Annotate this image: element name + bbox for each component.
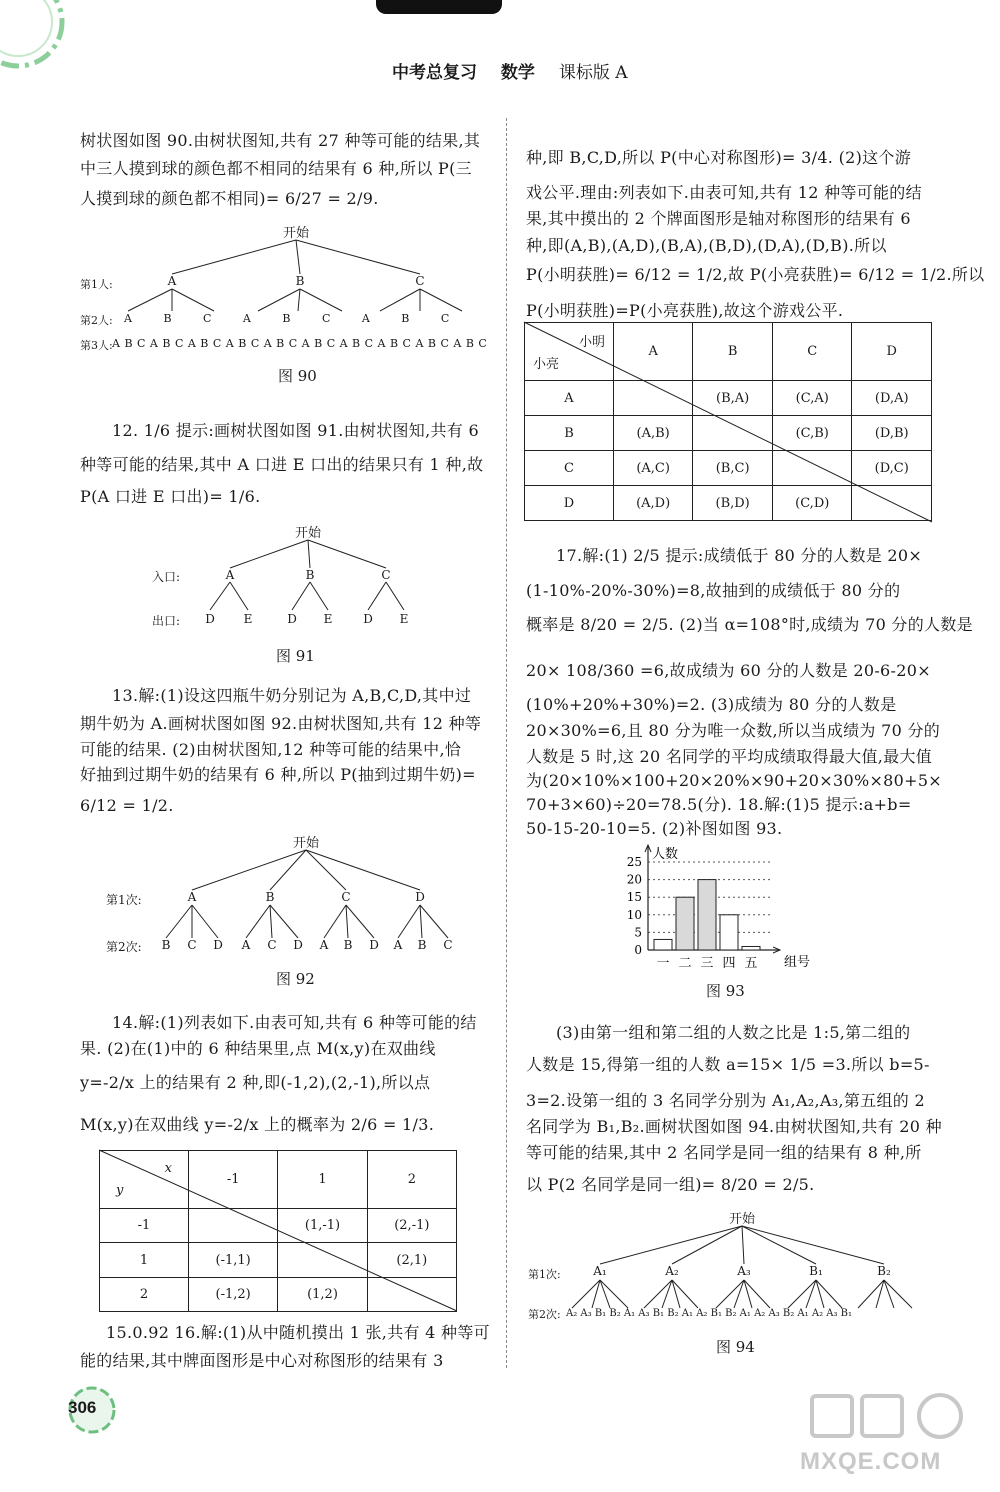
tree-root: 开始 [728,1212,756,1227]
table-cell: (C,D) [772,486,852,521]
text-line: P(小明获胜)=P(小亮获胜),故这个游戏公平. [526,301,844,320]
tree-root: 开始 [292,836,320,851]
row-label: 第1次: [106,893,142,907]
tree-root: 开始 [294,526,322,541]
x-tick-label: 三 [700,956,714,971]
row-label: 第2人: [80,314,113,327]
tree-level2: A B C A B C A B C [124,312,450,325]
header-subject: 数学 [500,63,535,83]
tree-node: C [381,568,391,582]
row-header: D [525,486,614,521]
text-line: P(A 口进 E 口出)= 1/6. [80,487,261,506]
table-header: B [693,323,773,381]
text-line: 种等可能的结果,其中 A 口进 E 口出的结果只有 1 种,故 [80,455,484,474]
header-title: 中考总复习 [392,63,477,83]
tree-level3: A B C A B C A B C A B C A B C A B C A B C A B C A B C A B C [112,337,487,350]
row-label: 第2次: [106,940,142,954]
row-header: B [525,416,614,451]
y-tick-label: 20 [626,872,642,887]
page-number: 306 [68,1398,97,1417]
text-line: 种,即(A,B),(A,D),(B,A),(B,D),(D,A),(D,B).所以 [526,236,887,255]
figure-caption: 图 92 [276,970,315,988]
text-line: 果. (2)在(1)中的 6 种结果里,点 M(x,y)在双曲线 [80,1039,436,1058]
table-cell: (D,C) [852,451,932,486]
text-line: 15.0.92 16.解:(1)从中随机摸出 1 张,共有 4 种等可 [106,1323,490,1342]
text-line: 13.解:(1)设这四瓶牛奶分别记为 A,B,C,D,其中过 [112,686,472,705]
watermark-logo [790,1390,990,1450]
table-cell: (C,A) [772,381,852,416]
table-cell: (D,B) [852,416,932,451]
tree-node: D [369,938,379,952]
table-cell: (1,-1) [278,1209,367,1243]
corner-label-bottom: y [116,1183,124,1198]
tree-node: A₁ [593,1264,607,1278]
table-cell: (B,D) [693,486,773,521]
text-line: 人数是 15,得第一组的人数 a=15× 1/5 =3.所以 b=5- [526,1055,930,1074]
tree-node: A [187,890,197,904]
y-tick-label: 15 [626,890,642,905]
tree-node: D [213,938,223,952]
row-header: 2 [100,1278,189,1312]
row-header: A [525,381,614,416]
text-line: 人数是 5 时,这 20 名同学的平均成绩取得最大值,最大值 [526,747,933,766]
y-tick-label: 5 [634,925,642,940]
row-header: C [525,451,614,486]
text-line: (10%+20%+30%)=2. (3)成绩为 80 分的人数是 [526,695,897,714]
tree-node: B [417,938,427,952]
text-line: 14.解:(1)列表如下.由表可知,共有 6 种等可能的结 [112,1013,477,1032]
tree-node: B₁ [809,1264,823,1278]
tree-root: 开始 [282,226,310,241]
row-label: 第3人: [80,339,113,352]
tree-node: E [243,612,253,626]
table-cell: (2,1) [367,1243,456,1278]
text-line: 能的结果,其中牌面图形是中心对称图形的结果有 3 [80,1351,444,1370]
table-cell: (B,A) [693,381,773,416]
text-line: 20× 108/360 =6,故成绩为 60 分的人数是 20-6-20× [526,661,931,680]
table-cell: (A,C) [614,451,693,486]
row-label: 第2次: [528,1308,561,1321]
text-line: 概率是 8/20 = 2/5. (2)当 α=108°时,成绩为 70 分的人数是 [526,615,973,634]
table-cell: (D,A) [852,381,932,416]
text-line: 3=2.设第一组的 3 名同学分别为 A₁,A₂,A₃,第五组的 2 [526,1091,925,1110]
text-line: 为(20×10%×100+20×20%×90+20×30%×80+5× [526,771,943,790]
tree-node: C [341,890,351,904]
x-tick-label: 二 [678,956,692,971]
text-line: M(x,y)在双曲线 y=-2/x 上的概率为 2/6 = 1/3. [80,1115,435,1134]
table-header: C [772,323,852,381]
tree-node: E [399,612,409,626]
text-line: 戏公平.理由:列表如下.由表可知,共有 12 种等可能的结 [526,183,922,202]
tree-node: D [287,612,297,626]
table-cell: (B,C) [693,451,773,486]
tree-node: D [363,612,373,626]
tree-node: D [205,612,215,626]
table-cell: (A,D) [614,486,693,521]
row-label: 入口: [152,570,181,584]
figure-caption: 图 90 [278,367,317,385]
text-line: 17.解:(1) 2/5 提示:成绩低于 80 分的人数是 20× [556,546,923,565]
tree-node: A₂ [665,1264,679,1278]
tree-node: A [167,274,177,288]
text-line: 中三人摸到球的颜色都不相同的结果有 6 种,所以 P(三 [80,159,472,178]
corner-label-top: x [164,1161,172,1176]
watermark [790,1390,990,1480]
text-line: 可能的结果. (2)由树状图知,12 种等可能的结果中,恰 [80,740,462,759]
row-label: 第1次: [528,1268,561,1281]
x-tick-label: 五 [744,956,758,971]
tree-node: B [305,568,315,582]
tree-node: A₃ [737,1264,751,1278]
text-line: 人摸到球的颜色都不相同)= 6/27 = 2/9. [80,189,379,208]
tree-node: B [343,938,353,952]
table-cell: (2,-1) [367,1209,456,1243]
tree-node: D [293,938,303,952]
text-line: 果,其中摸出的 2 个牌面图形是轴对称图形的结果有 6 [526,209,911,228]
row-header: 1 [100,1243,189,1278]
text-line: 种,即 B,C,D,所以 P(中心对称图形)= 3/4. (2)这个游 [526,148,912,167]
tree-node: C [187,938,197,952]
tree-node: B [161,938,171,952]
table-header: D [852,323,932,381]
table-header: A [614,323,693,381]
text-line: (1-10%-20%-30%)=8,故抽到的成绩低于 80 分的 [526,581,901,600]
table-cell: (-1,1) [189,1243,278,1278]
tree-node: C [443,938,453,952]
tree-node: B₂ [877,1264,891,1278]
y-tick-label: 0 [634,943,642,957]
watermark-text: MXQE.COM [800,1448,942,1475]
tree-node: E [323,612,333,626]
row-header: -1 [100,1209,189,1243]
text-line: (3)由第一组和第二组的人数之比是 1:5,第二组的 [556,1023,911,1042]
text-line: P(小明获胜)= 6/12 = 1/2,故 P(小亮获胜)= 6/12 = 1/2.所以 [526,265,985,284]
text-line: 以 P(2 名同学是同一组)= 8/20 = 2/5. [526,1175,815,1194]
table-header: 1 [278,1151,367,1209]
y-tick-label: 10 [626,907,642,922]
x-tick-label: 四 [722,956,736,971]
table-cell: (-1,2) [189,1278,278,1312]
row-label: 出口: [152,614,181,628]
tree-node: A [319,938,329,952]
text-line: 好抽到过期牛奶的结果有 6 种,所以 P(抽到过期牛奶)= [80,765,476,784]
tree-level2: A₂ A₃ B₁ B₂ A₁ A₃ B₁ B₂ A₁ A₂ B₁ B₂ A₁ A₂ A₃ B₂ A₁ A₂ A₃ B₁ [566,1308,853,1319]
text-line: 树状图如图 90.由树状图知,共有 27 种等可能的结果,其 [80,131,481,150]
tree-node: C [267,938,277,952]
text-line: 期牛奶为 A.画树状图如图 92.由树状图知,共有 12 种等 [80,714,482,733]
table-header: 2 [367,1151,456,1209]
figure-caption: 图 93 [706,982,745,1000]
tree-node: D [415,890,425,904]
text-line: y=-2/x 上的结果有 2 种,即(-1,2),(2,-1),所以点 [80,1073,431,1092]
figure-caption: 图 91 [276,647,315,665]
tree-node: B [295,274,305,288]
figure-caption: 图 94 [716,1338,755,1356]
text-line: 6/12 = 1/2. [80,796,174,815]
table-header: -1 [189,1151,278,1209]
text-line: 等可能的结果,其中 2 名同学是同一组的结果有 8 种,所 [526,1143,922,1162]
corner-label-bottom: 小亮 [533,357,560,372]
text-line: 70+3×60)÷20=78.5(分). 18.解:(1)5 提示:a+b= [526,795,912,814]
table-cell: (1,2) [278,1278,367,1312]
row-label: 第1人: [80,278,113,291]
y-tick-label: 25 [626,855,642,869]
x-axis-label: 组号 [784,955,811,970]
table-cell: (C,B) [772,416,852,451]
table-cell: (A,B) [614,416,693,451]
x-tick-label: 一 [656,956,670,971]
corner-label-top: 小明 [578,335,605,350]
text-line: 20×30%=6,且 80 分为唯一众数,所以当成绩为 70 分的 [526,721,941,740]
header-edition: 课标版 A [558,63,628,83]
text-line: 12. 1/6 提示:画树状图如图 91.由树状图知,共有 6 [112,421,479,440]
tree-node: A [225,568,235,582]
tree-node: A [393,938,403,952]
tree-node: B [265,890,275,904]
tree-node: A [241,938,251,952]
text-line: 50-15-20-10=5. (2)补图如图 93. [526,819,783,838]
y-axis-label: 人数 [652,847,679,862]
text-line: 名同学为 B₁,B₂.画树状图如图 94.由树状图知,共有 20 种 [526,1117,942,1136]
tree-node: C [415,274,425,288]
